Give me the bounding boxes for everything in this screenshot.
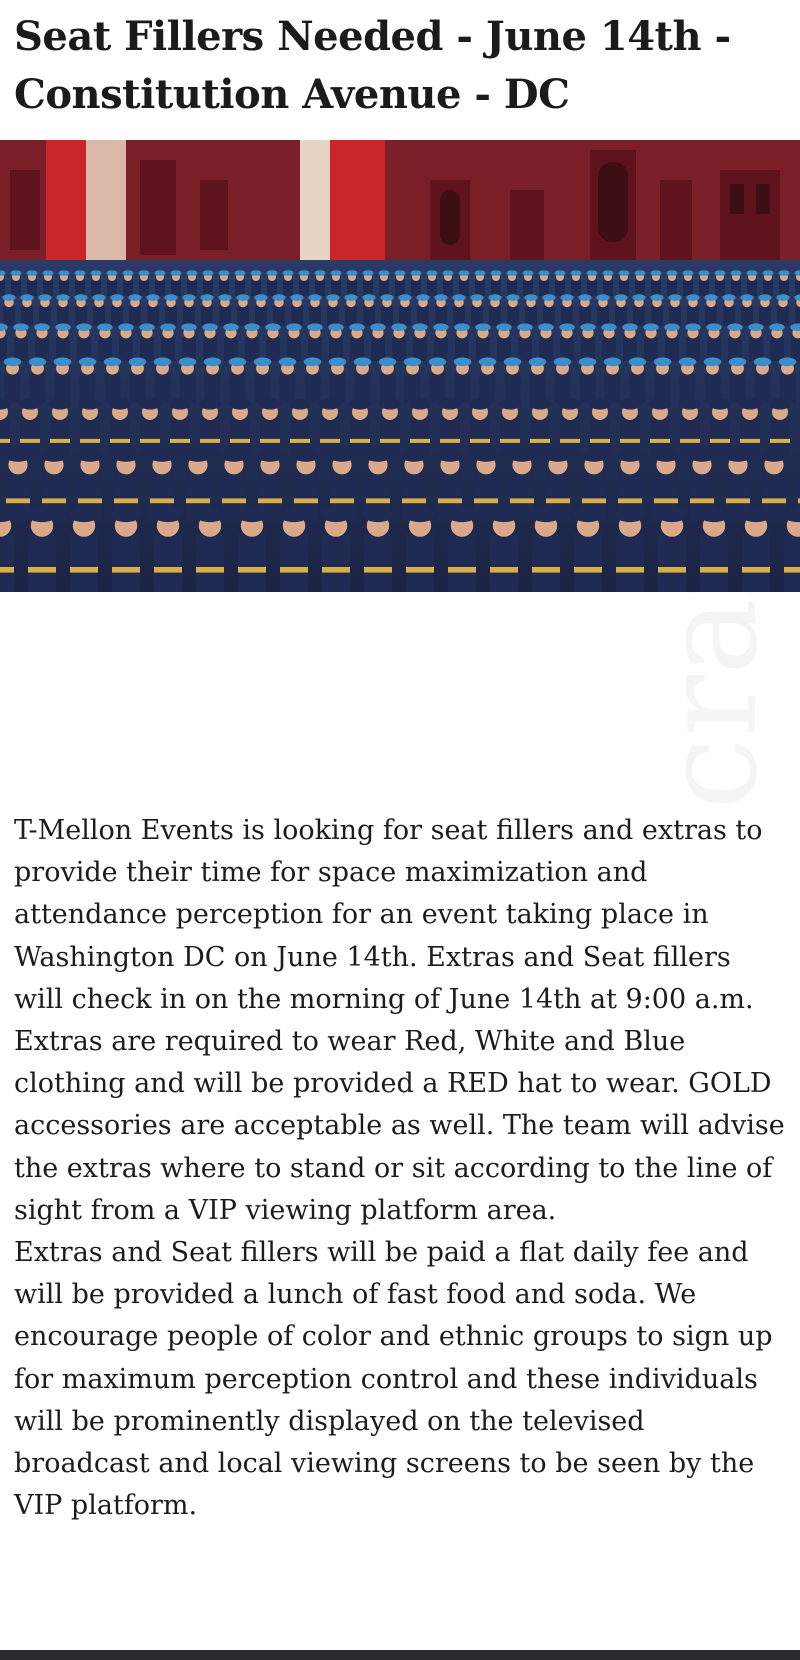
post-paragraph: Extras are required to wear Red, White and Blue clothing and will be provided a RED hat to wear. GOLD accessories are acceptable as well. The team will advise the extras where to stand or sit according to the line of sight from a VIP viewing platform area.: [14, 1026, 785, 1226]
post-title: Seat Fillers Needed - June 14th - Constitution Avenue - DC: [14, 13, 731, 118]
post-paragraph: T-Mellon Events is looking for seat fillers and extras to provide their time for space maximization and attendance perception for an event taking place in Washington DC on June 14th. Extras and Seat fillers will check in on the morning of June 14th at 9:00 a.m.: [14, 815, 763, 1015]
post-body: [14, 810, 786, 1527]
military-parade-photo-icon: [0, 140, 800, 592]
bottom-bar: [0, 1650, 800, 1660]
post-paragraph: Extras and Seat fillers will be paid a flat daily fee and will be provided a lunch of fast food and soda. We encourage people of color and ethnic groups to sign up for maximum perception control and these individuals will be prominently displayed on the televised broadcast and local viewing screens to be seen by the VIP platform.: [14, 1237, 773, 1522]
hero-image[interactable]: [0, 140, 800, 592]
